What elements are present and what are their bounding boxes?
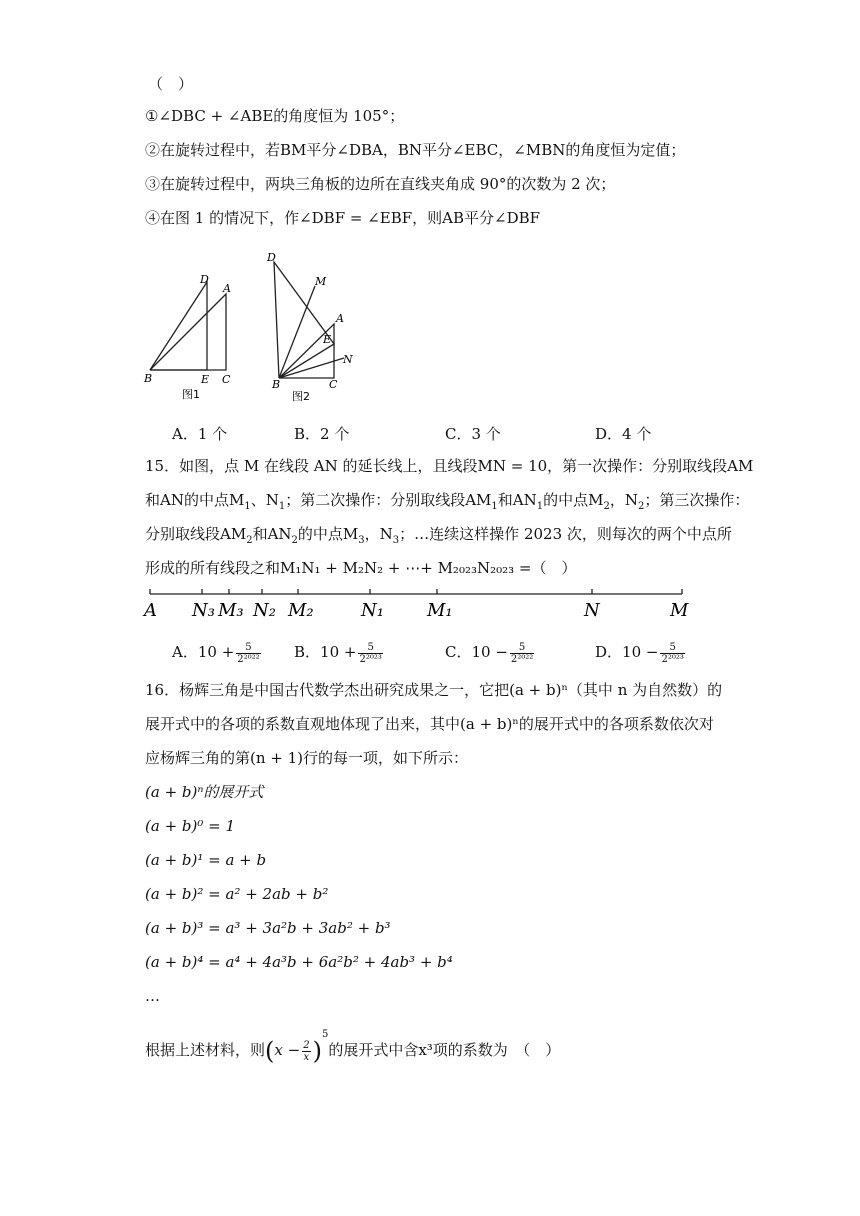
seg-label-M2: M₂ bbox=[288, 600, 314, 621]
q16-line-1: 16．杨辉三角是中国古代数学杰出研究成果之一，它把(a + b)ⁿ（其中 n 为自然数）的 bbox=[145, 681, 723, 699]
seg-label-M3: M₃ bbox=[218, 600, 244, 621]
fig2-label-N: N bbox=[343, 353, 353, 366]
q14-statement-3: ③在旋转过程中，两块三角板的边所在直线夹角成 90°的次数为 2 次； bbox=[145, 175, 616, 193]
q15-option-d: D．10 − $\frac{5}{\text{2²⁰²³}}$ bbox=[595, 641, 684, 665]
seg-label-N3: N₃ bbox=[192, 600, 215, 621]
fig1-label-D: D bbox=[200, 273, 209, 286]
q15-line-3: 分别取线段$AM_2$和$AN_2$的中点$M_3$，$N_3$；…连续这样操作 2023 次，则每次的两个中点所 bbox=[145, 525, 732, 546]
fig1-label-B: B bbox=[144, 372, 153, 385]
q16-line-2: 展开式中的各项的系数直观地体现了出来，其中(a + b)ⁿ的展开式中的各项系数依次对 bbox=[145, 715, 714, 733]
seg-label-M: M bbox=[670, 600, 689, 621]
q16-expansion-header: (a + b)ⁿ的展开式 bbox=[145, 783, 264, 801]
seg-label-M1: M₁ bbox=[427, 600, 453, 621]
seg-label-A: A bbox=[144, 600, 157, 621]
fig1-label-C: C bbox=[222, 373, 231, 386]
q14-statement-2: ②在旋转过程中，若BM平分∠DBA，BN平分∠EBC，∠MBN的角度恒为定值； bbox=[145, 141, 686, 159]
fig1-label-E: E bbox=[201, 373, 210, 386]
q16-expansion-3: (a + b)³ = a³ + 3a²b + 3ab² + b³ bbox=[145, 919, 391, 937]
q14-statement-1: ①∠DBC + ∠ABE的角度恒为 105°； bbox=[145, 107, 405, 125]
q16-final-question: 根据上述材料，则(x − $\frac{2}{x}$ )$^5$的展开式中含x³项的系数为 （ ） bbox=[145, 1029, 561, 1065]
fig2-caption: 图2 bbox=[292, 390, 310, 403]
seg-label-N: N bbox=[584, 600, 600, 621]
figure-1 bbox=[140, 266, 250, 406]
q15-option-c: C．10 − $\frac{5}{\text{2²⁰²²}}$ bbox=[445, 641, 534, 665]
q16-expansion-4: (a + b)⁴ = a⁴ + 4a³b + 6a²b² + 4ab³ + b⁴ bbox=[145, 953, 453, 971]
seg-label-N1: N₁ bbox=[361, 600, 384, 621]
q14-option-b: B．2 个 bbox=[294, 425, 350, 443]
q16-expansion-2: (a + b)² = a² + 2ab + b² bbox=[145, 885, 329, 903]
segment-figure bbox=[140, 584, 700, 624]
q15-line-2: 和AN的中点$M_1$、$N_1$；第二次操作：分别取线段$AM_1$和$AN_1$的中点$M_2$，$N_2$；第三次操作： bbox=[145, 491, 750, 512]
q14-paren: （ ） bbox=[148, 75, 194, 93]
q15-option-b: B．10 + $\frac{5}{\text{2²⁰²³}}$ bbox=[294, 641, 382, 665]
figure-2 bbox=[262, 248, 372, 408]
q15-line-4: 形成的所有线段之和M₁N₁ + M₂N₂ + ⋯+ M₂₀₂₃N₂₀₂₃ =（ ） bbox=[145, 559, 577, 577]
fig2-label-E: E bbox=[323, 333, 332, 346]
q16-expansion-1: (a + b)¹ = a + b bbox=[145, 851, 267, 869]
q14-option-a: A．1 个 bbox=[172, 425, 228, 443]
q16-ellipsis: … bbox=[145, 987, 160, 1005]
q15-option-a: A．10 + $\frac{5}{\text{2²⁰²²}}$ bbox=[172, 641, 260, 665]
fig1-label-A: A bbox=[223, 282, 231, 295]
fig1-caption: 图1 bbox=[182, 388, 200, 401]
seg-label-N2: N₂ bbox=[253, 600, 276, 621]
q16-expansion-0: (a + b)⁰ = 1 bbox=[145, 817, 236, 835]
q16-line-3: 应杨辉三角的第(n + 1)行的每一项，如下所示： bbox=[145, 749, 469, 767]
q15-line-1: 15．如图，点 M 在线段 AN 的延长线上，且线段MN = 10，第一次操作：分别取线段AM bbox=[145, 457, 754, 475]
q14-option-d: D．4 个 bbox=[595, 425, 652, 443]
fig2-label-A: A bbox=[336, 312, 344, 325]
fig2-label-M: M bbox=[315, 275, 327, 288]
fig2-label-C: C bbox=[329, 378, 338, 391]
q14-option-c: C．3 个 bbox=[445, 425, 501, 443]
q14-statement-4: ④在图 1 的情况下，作∠DBF = ∠EBF，则AB平分∠DBF bbox=[145, 209, 541, 227]
fig2-label-D: D bbox=[267, 251, 276, 264]
fig2-label-B: B bbox=[272, 378, 281, 391]
